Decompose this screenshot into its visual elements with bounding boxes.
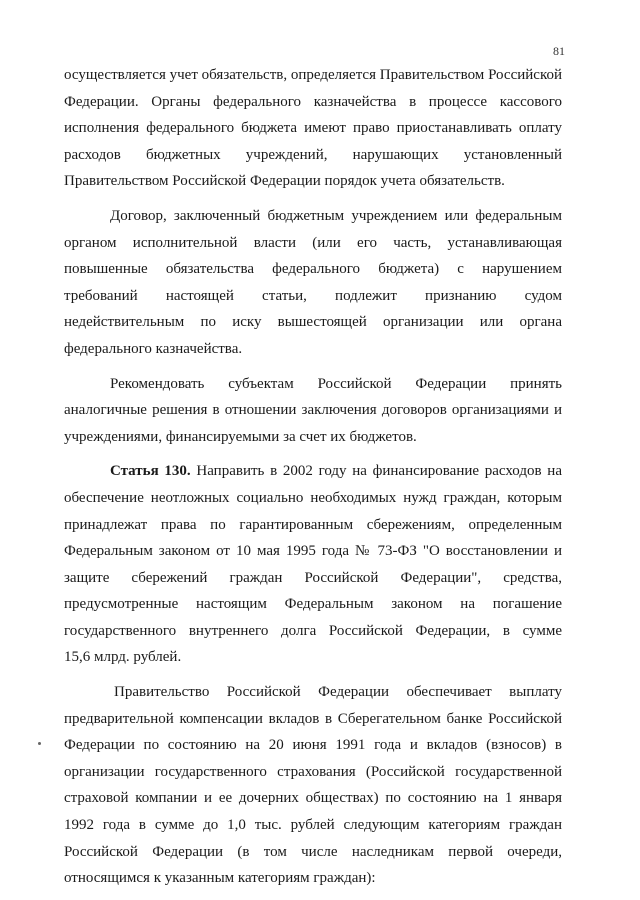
text-line: принадлежат права по гарантированным сбережениям, определенным (64, 516, 562, 533)
paragraph-3 (64, 371, 562, 451)
text-line: защите сбережений граждан Российской Федерации", средства, (64, 569, 562, 586)
text-line: учреждениями, финансируемыми за счет их бюджетов. (64, 428, 417, 445)
text-line: предварительной компенсации вкладов в Сберегательном банке Российской (64, 710, 562, 727)
text-line: недействительным по иску вышестоящей организации или органа (64, 314, 562, 331)
article-label: Статья 130. (110, 463, 191, 480)
text-line: органом исполнительной власти (или его часть, устанавливающая (64, 234, 562, 251)
article-first-line: Направить в 2002 году на финансирование расходов на (190, 463, 562, 480)
text-line: Федеральным законом от 10 мая 1995 года № 73-ФЗ "О восстановлении и (64, 543, 562, 560)
text-line: требований настоящей статьи, подлежит признанию судом (64, 287, 562, 304)
text-line: 1992 года в сумме до 1,0 тыс. рублей следующим категориям граждан (64, 817, 562, 834)
article-130 (64, 458, 562, 671)
text-line: 15,6 млрд. рублей. (64, 649, 182, 666)
text-line: федерального казначейства. (64, 340, 243, 357)
text-line: Правительством Российской Федерации порядок учета обязательств. (64, 173, 505, 190)
text-line: Федерации. Органы федерального казначейства в процессе кассового (64, 93, 562, 110)
text-line: исполнения федерального бюджета имеют право приостанавливать оплату (64, 120, 562, 137)
text-line: осуществляется учет обязательств, определяется Правительством Российской (64, 67, 562, 83)
text-line: страховой компании и ее дочерних обществах) по состоянию на 1 января (64, 790, 562, 807)
document-body (64, 62, 562, 892)
text-line: Рекомендовать субъектам Российской Федерации принять (110, 375, 562, 392)
paragraph-2 (64, 203, 562, 363)
paragraph-1 (64, 62, 562, 195)
scan-speck (38, 742, 41, 745)
text-line (64, 458, 562, 485)
text-line: аналогичные решения в отношении заключения договоров организациями и (64, 402, 562, 419)
page-number: 81 (553, 44, 565, 58)
text-line: Федерации по состоянию на 20 июня 1991 года и вкладов (взносов) в (64, 737, 562, 754)
text-line: Договор, заключенный бюджетным учреждением или федеральным (110, 207, 562, 224)
text-line: расходов бюджетных учреждений, нарушающих установленный (64, 146, 562, 163)
text-line: организации государственного страхования (Российской государственной (64, 763, 562, 780)
text-line: предусмотренные настоящим Федеральным законом на погашение (64, 596, 562, 613)
paragraph-5 (64, 679, 562, 892)
text-line: государственного внутреннего долга Российской Федерации, в сумме (64, 622, 562, 639)
text-line: Российской Федерации (в том числе наследникам первой очереди, (64, 843, 562, 860)
text-line: Правительство Российской Федерации обеспечивает выплату (114, 684, 562, 701)
text-line: обеспечение неотложных социально необходимых нужд граждан, которым (64, 489, 562, 506)
text-line: относящимся к указанным категориям граждан): (64, 870, 376, 887)
text-line: повышенные обязательства федерального бюджета) с нарушением (64, 261, 562, 278)
